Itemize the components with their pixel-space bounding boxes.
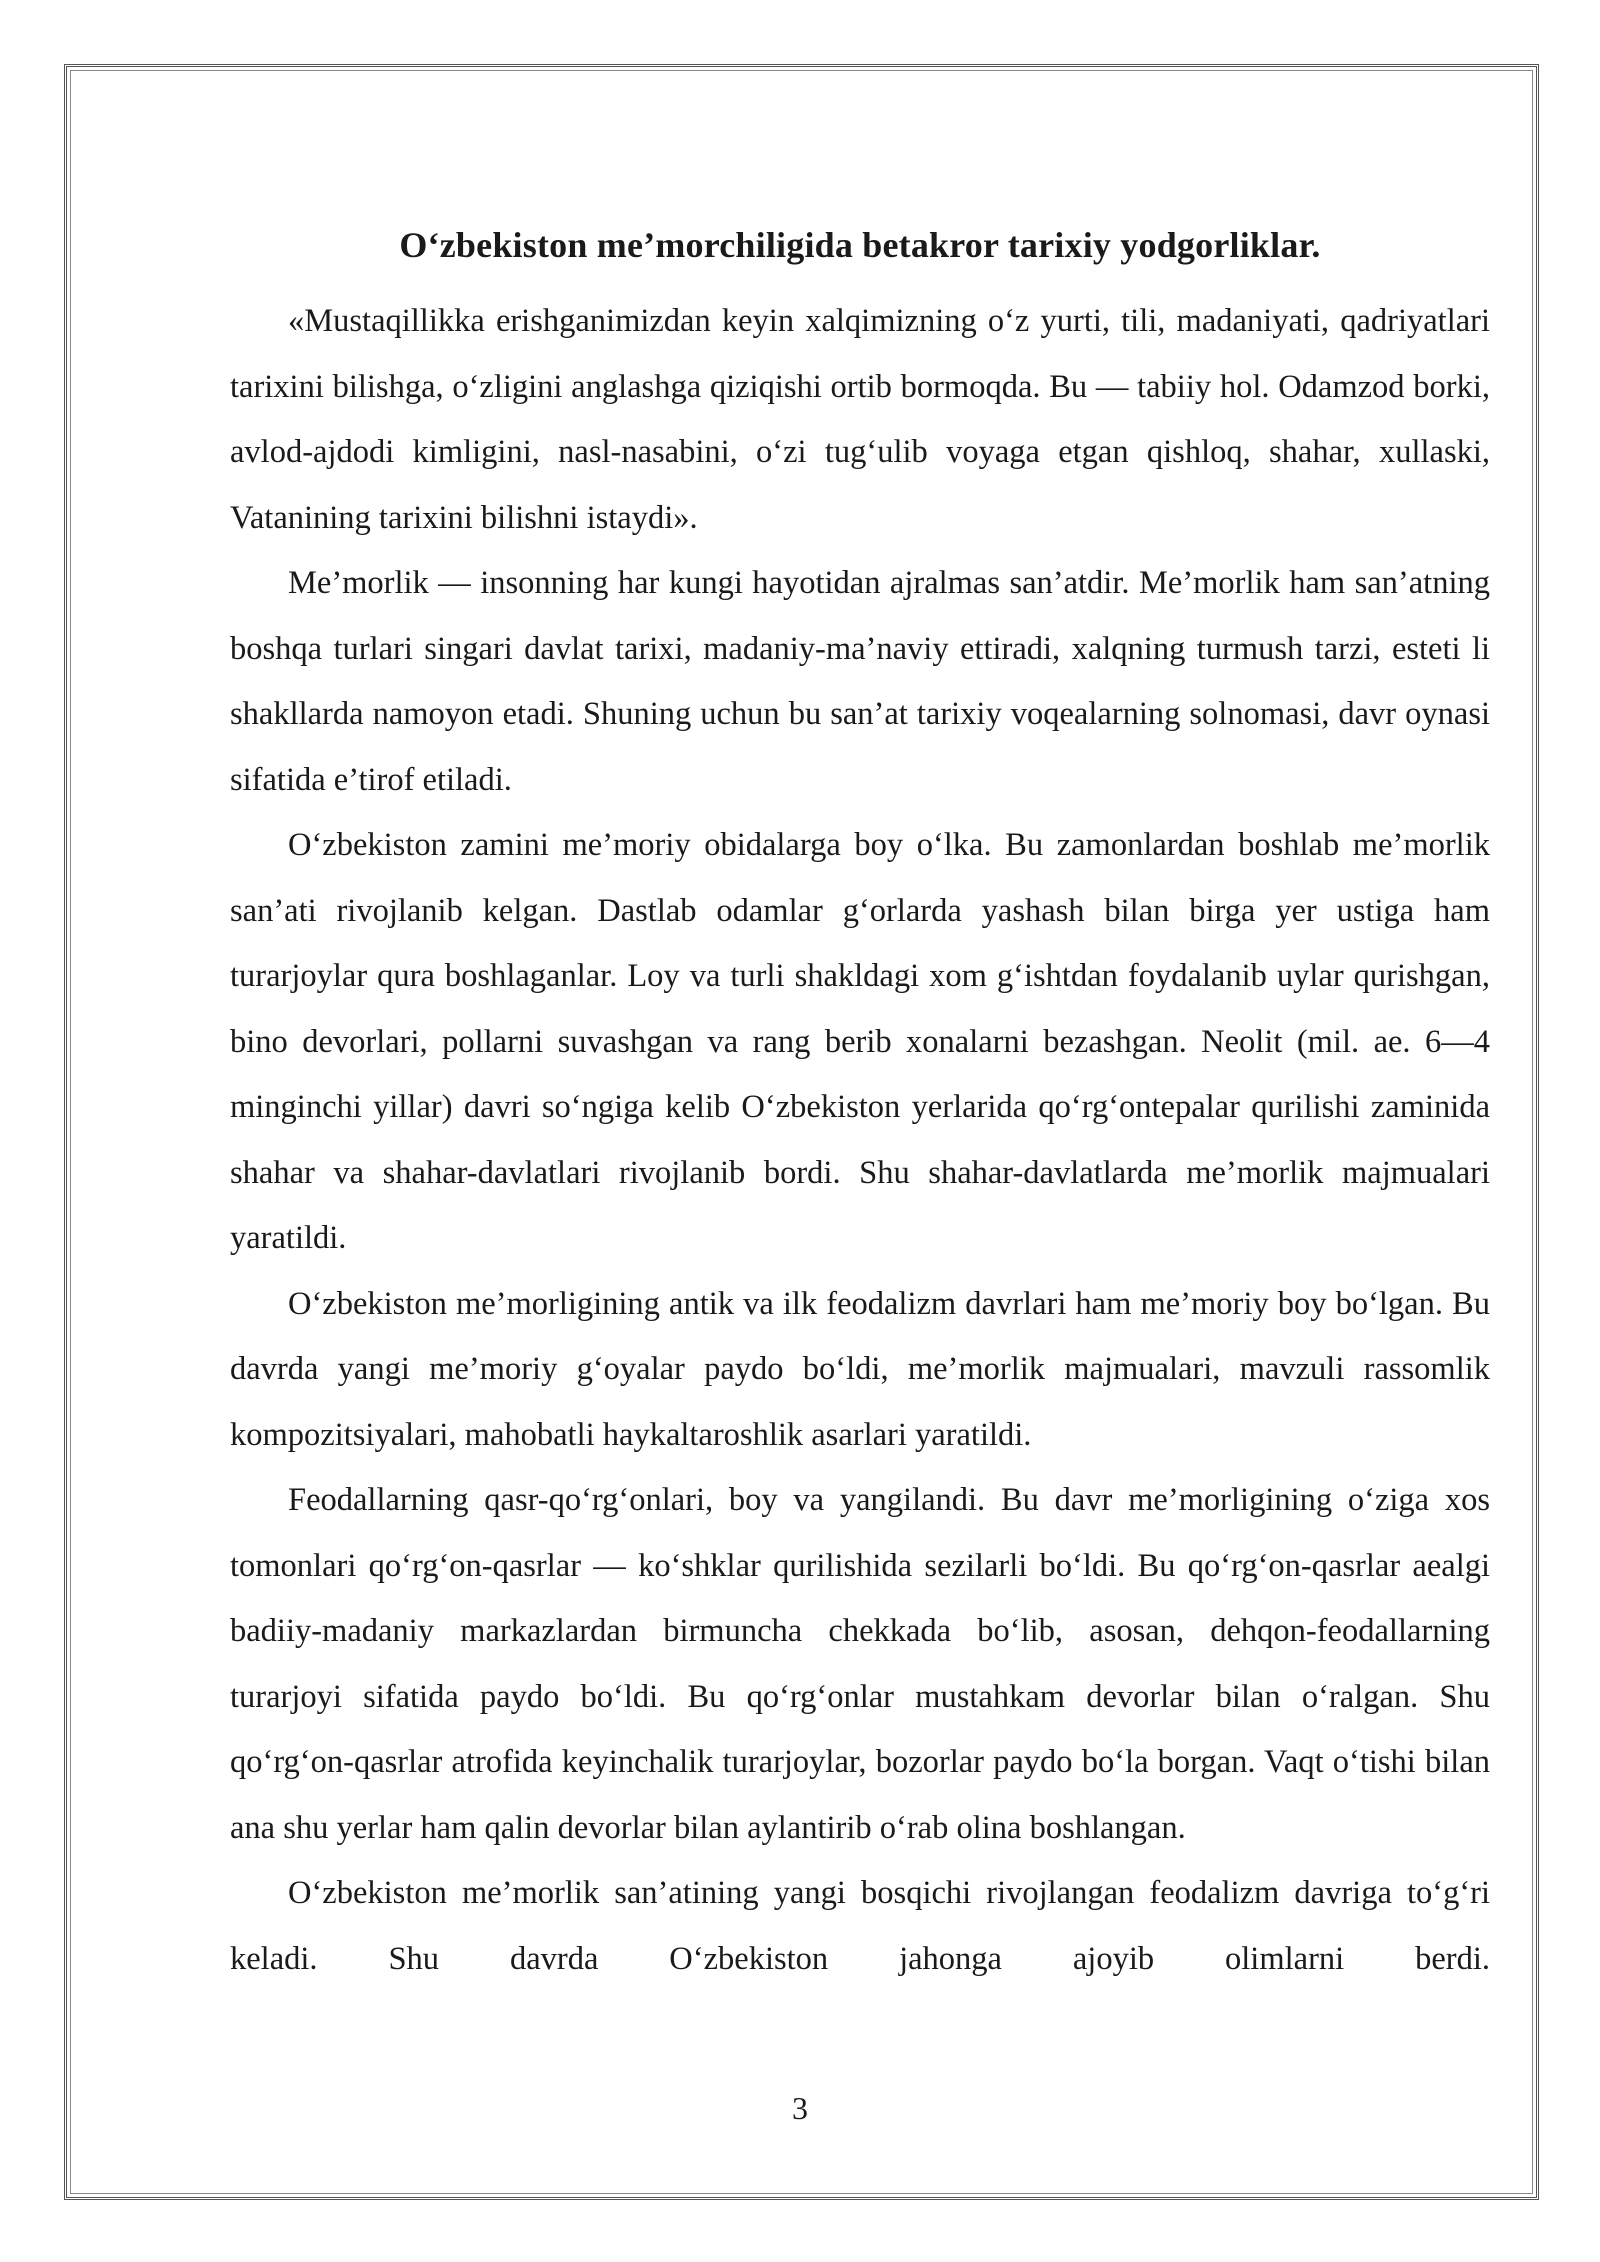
paragraph-uzbekistan-land: O‘zbekiston zamini me’moriy obidalarga boy o‘lka. Bu zamonlardan boshlab me’morlik san’ati rivojlanib kelgan. Dastlab odamlar g‘orlarda yashash bilan birga yer ustiga ham turarjoylar qura boshlaganlar. Loy va turli shakldagi xom g‘ishtdan foydalanib uylar qurishgan, bino devorlari, pollarni suvashgan va rang berib xonalarni bezashgan. Neolit (mil. ae. 6—4 minginchi yillar) davri so‘ngiga kelib O‘zbekiston yerlarida qo‘rg‘ontepalar qurilishi zaminida shahar va shahar-davlatlari rivojlanib bordi. Shu shahar-davlatlarda me’morlik majmualari yaratildi. (230, 827, 1490, 1256)
paragraph-antique-period: O‘zbekiston me’morligining antik va ilk feodalizm davrlari ham me’moriy boy bo‘lgan. Bu davrda yangi me’moriy g‘oyalar paydo bo‘ldi, me’morlik majmualari, mavzuli rassomlik kompozitsiyalari, mahobatli haykaltaroshlik asarlari yaratildi. (230, 1285, 1490, 1453)
paragraph-new-stage: O‘zbekiston me’morlik san’atining yangi bosqichi rivojlangan feodalizm davriga to‘g‘ri keladi. Shu davrda O‘zbekiston jahonga ajoyib olimlarni berdi. (230, 1875, 1490, 1977)
document-body (230, 215, 1490, 1992)
page-number: 3 (792, 2090, 808, 2126)
document-title: O‘zbekiston me’morchiligida betakror tarixiy yodgorliklar. (399, 225, 1321, 265)
paragraph-feudal-castles: Feodallarning qasr-qo‘rg‘onlari, boy va yangilandi. Bu davr me’morligining o‘ziga xos tomonlari qo‘rg‘on-qasrlar — ko‘shklar qurilishida sezilarli bo‘ldi. Bu qo‘rg‘on-qasrlar aealgi badiiy-madaniy markazlardan birmuncha chekkada bo‘lib, asosan, dehqon-feodallarning turarjoyi sifatida paydo bo‘ldi. Bu qo‘rg‘onlar mustahkam devorlar bilan o‘ralgan. Shu qo‘rg‘on-qasrlar atrofida keyinchalik turarjoylar, bozorlar paydo bo‘la borgan. Vaqt o‘tishi bilan ana shu yerlar ham qalin devorlar bilan aylantirib o‘rab olina boshlangan. (230, 1482, 1490, 1846)
paragraph-quote: «Mustaqillikka erishganimizdan keyin xalqimizning o‘z yurti, tili, madaniyati, qadriyatlari tarixini bilishga, o‘zligini anglashga qiziqishi ortib bormoqda. Bu — tabiiy hol. Odamzod borki, avlod-ajdodi kimligini, nasl-nasabini, o‘zi tug‘ulib voyaga etgan qishloq, shahar, xullaski, Vatanining tarixini bilishni istaydi». (230, 303, 1490, 536)
paragraph-architecture-art: Me’morlik — insonning har kungi hayotidan ajralmas san’atdir. Me’morlik ham san’atning boshqa turlari singari davlat tarixi, madaniy-ma’naviy ettiradi, xalqning turmush tarzi, esteti li shakllarda namoyon etadi. Shuning uchun bu san’at tarixiy voqealarning solnomasi, davr oynasi sifatida e’tirof etiladi. (230, 565, 1490, 798)
